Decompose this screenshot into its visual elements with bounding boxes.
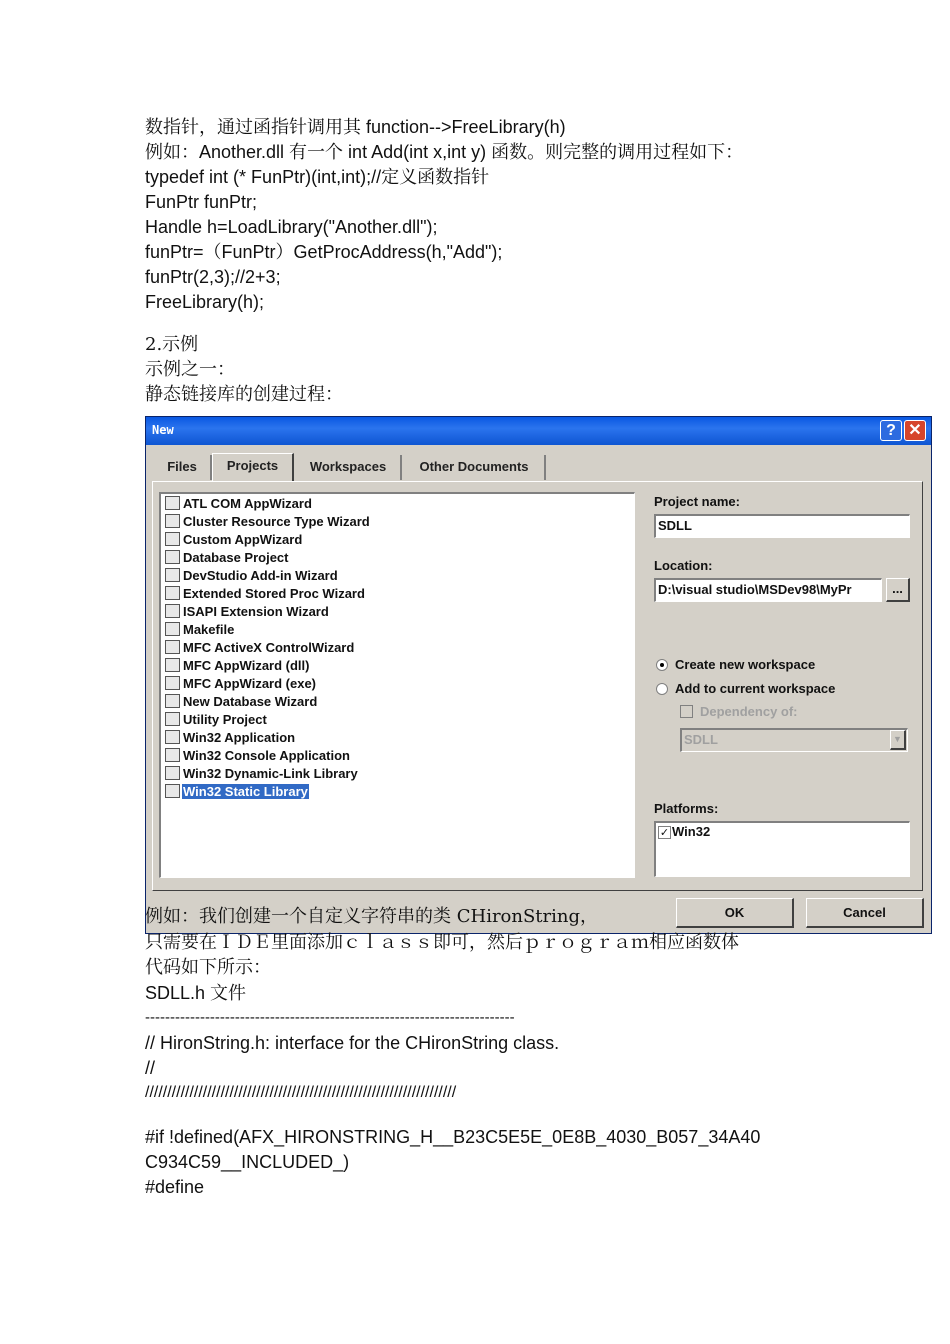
activex-icon bbox=[165, 640, 180, 654]
code-line: ////////////////////////////////////////////////////////////////////// bbox=[145, 1084, 457, 1101]
ok-button[interactable]: OK bbox=[676, 898, 794, 928]
text-line: FunPtr funPtr; bbox=[145, 192, 258, 212]
text-line: typedef int (* FunPtr)(int,int);//定义函数指针 bbox=[145, 167, 490, 187]
platforms-label: Platforms: bbox=[654, 801, 719, 816]
dependency-label: Dependency of: bbox=[700, 704, 798, 719]
list-item[interactable]: Extended Stored Proc Wizard bbox=[165, 585, 366, 602]
checkmark-icon[interactable]: ✓ bbox=[659, 826, 670, 839]
list-item[interactable]: DevStudio Add-in Wizard bbox=[165, 567, 339, 584]
help-button[interactable]: ? bbox=[880, 420, 902, 441]
browse-button[interactable]: ... bbox=[886, 578, 910, 602]
add-workspace-radio[interactable] bbox=[656, 683, 668, 695]
section-subheading: 示例之一： bbox=[145, 359, 235, 380]
dialog-titlebar[interactable] bbox=[146, 417, 931, 445]
tab-projects[interactable]: Projects bbox=[212, 453, 294, 481]
list-item[interactable]: MFC ActiveX ControlWizard bbox=[165, 639, 355, 656]
code-line: C934C59__INCLUDED_) bbox=[145, 1152, 350, 1172]
list-item[interactable]: Win32 Application bbox=[165, 729, 296, 746]
text-line: FreeLibrary(h); bbox=[145, 292, 265, 312]
stored-proc-icon bbox=[165, 586, 180, 600]
text-line: funPtr=（FunPtr）GetProcAddress(h,"Add"); bbox=[145, 242, 503, 262]
list-item[interactable]: Cluster Resource Type Wizard bbox=[165, 513, 371, 530]
makefile-icon bbox=[165, 622, 180, 636]
globe-icon bbox=[165, 604, 180, 618]
list-item[interactable]: Utility Project bbox=[165, 711, 268, 728]
text-line: 例如：Another.dll 有一个 int Add(int x,int y) 函数。则完整的调用过程如下： bbox=[145, 142, 744, 162]
project-name-input[interactable]: SDLL bbox=[654, 514, 910, 538]
create-workspace-label[interactable]: Create new workspace bbox=[675, 657, 816, 672]
location-label: Location: bbox=[654, 558, 713, 573]
mfc-exe-icon bbox=[165, 676, 180, 690]
list-item[interactable]: New Database Wizard bbox=[165, 693, 318, 710]
addin-wizard-icon bbox=[165, 568, 180, 582]
tab-workspaces[interactable]: Workspaces bbox=[296, 455, 402, 480]
win32-app-icon bbox=[165, 730, 180, 744]
list-item-selected[interactable]: Win32 Static Library bbox=[165, 783, 309, 800]
create-workspace-radio[interactable] bbox=[656, 659, 668, 671]
database-wizard-icon bbox=[165, 694, 180, 708]
utility-icon bbox=[165, 712, 180, 726]
text-line: 例如：我们创建一个自定义字符串的类 CHironString， bbox=[145, 906, 599, 927]
list-item[interactable]: ISAPI Extension Wizard bbox=[165, 603, 330, 620]
dependency-checkbox[interactable] bbox=[680, 705, 693, 718]
list-item[interactable]: MFC AppWizard (exe) bbox=[165, 675, 317, 692]
chevron-down-icon[interactable]: ▼ bbox=[890, 730, 906, 750]
atl-wizard-icon bbox=[165, 496, 180, 510]
list-item[interactable]: Custom AppWizard bbox=[165, 531, 303, 548]
code-line: #if !defined(AFX_HIRONSTRING_H__B23C5E5E_0E8B_4030_B057_34A40 bbox=[145, 1127, 761, 1147]
code-line: // bbox=[145, 1058, 156, 1078]
list-item[interactable]: Makefile bbox=[165, 621, 235, 638]
add-workspace-label[interactable]: Add to current workspace bbox=[675, 681, 836, 696]
list-item[interactable]: Win32 Console Application bbox=[165, 747, 351, 764]
text-line: 代码如下所示： bbox=[145, 957, 271, 978]
divider-line: -------------------------------------------------------------------------- bbox=[145, 1009, 515, 1026]
platforms-list[interactable] bbox=[654, 821, 910, 877]
dll-icon bbox=[165, 766, 180, 780]
tab-files[interactable]: Files bbox=[154, 455, 212, 480]
static-library-icon bbox=[165, 784, 180, 798]
dialog-title: New bbox=[152, 423, 174, 437]
text-line: 只需要在ＩＤＥ里面添加ｃｌａｓｓ即可，然后ｐｒｏｇｒａｍ相应函数体 bbox=[145, 932, 739, 953]
project-name-label: Project name: bbox=[654, 494, 740, 509]
mfc-dll-icon bbox=[165, 658, 180, 672]
cluster-wizard-icon bbox=[165, 514, 180, 528]
code-line: // HironString.h: interface for the CHironString class. bbox=[145, 1033, 560, 1053]
list-item[interactable]: Database Project bbox=[165, 549, 290, 566]
list-item[interactable]: ATL COM AppWizard bbox=[165, 495, 313, 512]
text-line: Handle h=LoadLibrary("Another.dll"); bbox=[145, 217, 438, 237]
location-input[interactable]: D:\visual studio\MSDev98\MyPr bbox=[654, 578, 882, 602]
database-icon bbox=[165, 550, 180, 564]
section-subheading: 静态链接库的创建过程： bbox=[145, 384, 343, 405]
platform-label: Win32 bbox=[672, 824, 711, 839]
new-dialog bbox=[145, 416, 932, 934]
console-icon bbox=[165, 748, 180, 762]
close-button[interactable]: ✕ bbox=[904, 420, 926, 441]
text-line: funPtr(2,3);//2+3; bbox=[145, 267, 281, 287]
tab-other-documents[interactable]: Other Documents bbox=[404, 455, 546, 480]
section-heading: 2.示例 bbox=[145, 334, 199, 355]
text-line: 数指针，通过函指针调用其 function-->FreeLibrary(h) bbox=[145, 117, 566, 137]
project-type-list[interactable] bbox=[159, 492, 635, 878]
text-line: SDLL.h 文件 bbox=[145, 983, 247, 1003]
code-line: #define bbox=[145, 1177, 205, 1197]
cancel-button[interactable]: Cancel bbox=[806, 898, 924, 928]
custom-wizard-icon bbox=[165, 532, 180, 546]
list-item[interactable]: MFC AppWizard (dll) bbox=[165, 657, 311, 674]
list-item[interactable]: Win32 Dynamic-Link Library bbox=[165, 765, 359, 782]
dependency-select[interactable]: SDLL bbox=[680, 728, 908, 752]
